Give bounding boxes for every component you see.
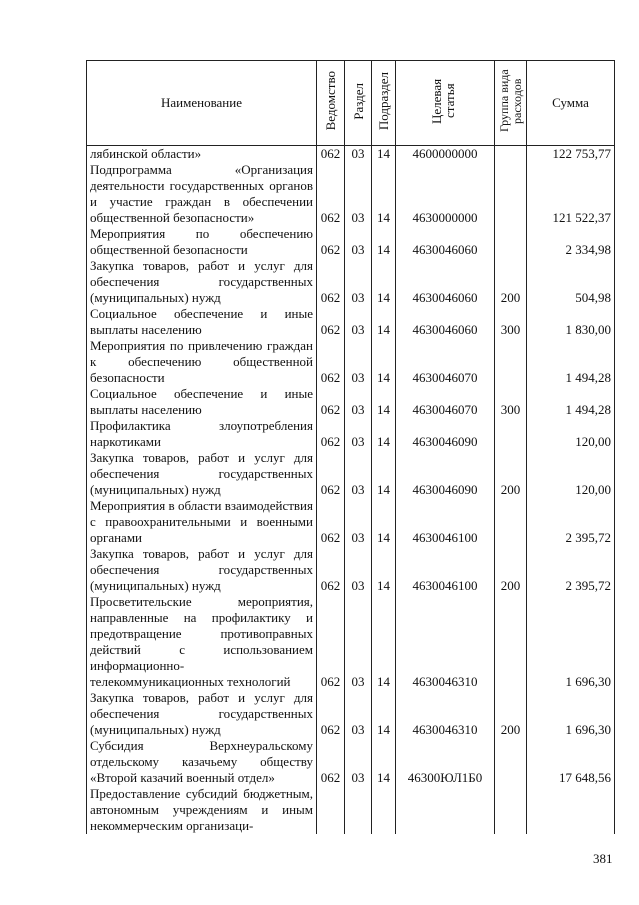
header-name: Наименование <box>87 61 317 146</box>
header-expense-group <box>495 61 527 146</box>
cell-section <box>345 786 372 834</box>
cell-target-article <box>396 786 495 834</box>
cell-subsection: 14 <box>372 450 396 498</box>
table-row <box>87 594 615 690</box>
cell-name: Мероприятия по привлечению граждан к обеспечению общественной безопасности <box>87 338 317 386</box>
header-department-label: Ведомство <box>323 71 338 131</box>
cell-name: Подпрограмма «Организация деятельности государственных органов и участие граждан в обеспечении общественной безопасности» <box>87 162 317 226</box>
table-row <box>87 338 615 386</box>
table-header-row <box>87 61 615 146</box>
budget-table <box>86 60 615 834</box>
cell-expense-group: 200 <box>495 450 527 498</box>
header-target-article-label: Целевая статья <box>429 78 457 124</box>
cell-amount: 17 648,56 <box>527 738 615 786</box>
cell-section: 03 <box>345 258 372 306</box>
cell-name: Закупка товаров, работ и услуг для обеспечения государственных (муниципальных) нужд <box>87 690 317 738</box>
table-row <box>87 498 615 546</box>
cell-name: Мероприятия в области взаимодействия с правоохранительными и военными органами <box>87 498 317 546</box>
cell-department: 062 <box>317 258 345 306</box>
table-row <box>87 146 615 163</box>
cell-name: Социальное обеспечение и иные выплаты населению <box>87 306 317 338</box>
cell-expense-group <box>495 226 527 258</box>
cell-target-article: 4630000000 <box>396 162 495 226</box>
header-section <box>345 61 372 146</box>
cell-section: 03 <box>345 546 372 594</box>
cell-amount: 2 395,72 <box>527 546 615 594</box>
cell-expense-group: 300 <box>495 386 527 418</box>
cell-target-article: 4630046070 <box>396 386 495 418</box>
cell-section: 03 <box>345 418 372 450</box>
cell-target-article: 4630046060 <box>396 226 495 258</box>
cell-amount: 2 334,98 <box>527 226 615 258</box>
table-row <box>87 450 615 498</box>
cell-department: 062 <box>317 146 345 163</box>
cell-expense-group <box>495 146 527 163</box>
cell-subsection: 14 <box>372 546 396 594</box>
cell-expense-group: 200 <box>495 690 527 738</box>
page-number: 381 <box>593 851 613 866</box>
cell-subsection: 14 <box>372 418 396 450</box>
cell-subsection: 14 <box>372 226 396 258</box>
cell-section: 03 <box>345 386 372 418</box>
cell-department: 062 <box>317 738 345 786</box>
cell-department: 062 <box>317 386 345 418</box>
cell-amount: 121 522,37 <box>527 162 615 226</box>
cell-target-article: 46300ЮЛ1Б0 <box>396 738 495 786</box>
cell-target-article: 4600000000 <box>396 146 495 163</box>
cell-section: 03 <box>345 594 372 690</box>
cell-amount: 1 830,00 <box>527 306 615 338</box>
cell-department: 062 <box>317 594 345 690</box>
cell-expense-group <box>495 594 527 690</box>
header-section-label: Раздел <box>350 82 366 120</box>
cell-target-article: 4630046060 <box>396 306 495 338</box>
header-expense-group-label: Группа вида расходов <box>497 69 524 133</box>
table-row <box>87 738 615 786</box>
cell-subsection: 14 <box>372 498 396 546</box>
cell-subsection: 14 <box>372 594 396 690</box>
cell-name: Профилактика злоупотребления наркотиками <box>87 418 317 450</box>
cell-expense-group: 200 <box>495 546 527 594</box>
cell-target-article: 4630046090 <box>396 450 495 498</box>
cell-name: Закупка товаров, работ и услуг для обеспечения государственных (муниципальных) нужд <box>87 546 317 594</box>
cell-department: 062 <box>317 498 345 546</box>
table-row <box>87 226 615 258</box>
cell-target-article: 4630046310 <box>396 594 495 690</box>
cell-department: 062 <box>317 546 345 594</box>
cell-name: Закупка товаров, работ и услуг для обеспечения государственных (муниципальных) нужд <box>87 258 317 306</box>
cell-name: Закупка товаров, работ и услуг для обеспечения государственных (муниципальных) нужд <box>87 450 317 498</box>
cell-section: 03 <box>345 498 372 546</box>
cell-subsection: 14 <box>372 738 396 786</box>
cell-amount: 122 753,77 <box>527 146 615 163</box>
cell-section: 03 <box>345 338 372 386</box>
cell-name: Социальное обеспечение и иные выплаты населению <box>87 386 317 418</box>
cell-target-article: 4630046060 <box>396 258 495 306</box>
cell-section: 03 <box>345 690 372 738</box>
cell-expense-group <box>495 738 527 786</box>
cell-subsection: 14 <box>372 338 396 386</box>
cell-amount: 1 696,30 <box>527 690 615 738</box>
cell-amount: 120,00 <box>527 450 615 498</box>
cell-expense-group: 200 <box>495 258 527 306</box>
cell-name: Мероприятия по обеспечению общественной безопасности <box>87 226 317 258</box>
cell-amount: 1 494,28 <box>527 386 615 418</box>
cell-target-article: 4630046100 <box>396 546 495 594</box>
cell-amount <box>527 786 615 834</box>
cell-subsection: 14 <box>372 258 396 306</box>
cell-subsection: 14 <box>372 162 396 226</box>
cell-department: 062 <box>317 338 345 386</box>
table-row <box>87 386 615 418</box>
cell-expense-group: 300 <box>495 306 527 338</box>
table-row <box>87 546 615 594</box>
cell-expense-group <box>495 498 527 546</box>
cell-target-article: 4630046090 <box>396 418 495 450</box>
cell-expense-group <box>495 418 527 450</box>
header-target-article <box>396 61 495 146</box>
cell-target-article: 4630046100 <box>396 498 495 546</box>
cell-amount: 120,00 <box>527 418 615 450</box>
cell-amount: 2 395,72 <box>527 498 615 546</box>
cell-subsection: 14 <box>372 386 396 418</box>
cell-section: 03 <box>345 306 372 338</box>
header-department <box>317 61 345 146</box>
cell-subsection <box>372 786 396 834</box>
cell-subsection: 14 <box>372 690 396 738</box>
cell-subsection: 14 <box>372 306 396 338</box>
cell-section: 03 <box>345 146 372 163</box>
table-row <box>87 162 615 226</box>
cell-department <box>317 786 345 834</box>
table-row <box>87 786 615 834</box>
cell-department: 062 <box>317 690 345 738</box>
cell-name: Субсидия Верхнеуральскому отдельскому казачьему обществу «Второй казачий военный отдел» <box>87 738 317 786</box>
table-row <box>87 306 615 338</box>
cell-subsection: 14 <box>372 146 396 163</box>
cell-section: 03 <box>345 738 372 786</box>
cell-section: 03 <box>345 450 372 498</box>
cell-name: лябинской области» <box>87 146 317 163</box>
table-body <box>87 146 615 835</box>
cell-expense-group <box>495 338 527 386</box>
cell-amount: 1 696,30 <box>527 594 615 690</box>
cell-target-article: 4630046070 <box>396 338 495 386</box>
cell-name: Просветительские мероприятия, направленные на профилактику и предотвращение противоправных действий с использованием информационно-телекоммуникационных технологий <box>87 594 317 690</box>
cell-section: 03 <box>345 162 372 226</box>
header-amount: Сумма <box>527 61 615 146</box>
header-subsection <box>372 61 396 146</box>
cell-department: 062 <box>317 162 345 226</box>
table-row <box>87 258 615 306</box>
cell-amount: 1 494,28 <box>527 338 615 386</box>
table-row <box>87 418 615 450</box>
cell-department: 062 <box>317 450 345 498</box>
cell-target-article: 4630046310 <box>396 690 495 738</box>
cell-section: 03 <box>345 226 372 258</box>
cell-expense-group <box>495 786 527 834</box>
cell-department: 062 <box>317 306 345 338</box>
cell-department: 062 <box>317 418 345 450</box>
cell-expense-group <box>495 162 527 226</box>
cell-amount: 504,98 <box>527 258 615 306</box>
header-subsection-label: Подраздел <box>376 71 391 131</box>
cell-name: Предоставление субсидий бюджетным, автономным учреждениям и иным некоммерческим организаци- <box>87 786 317 834</box>
table-row <box>87 690 615 738</box>
cell-department: 062 <box>317 226 345 258</box>
